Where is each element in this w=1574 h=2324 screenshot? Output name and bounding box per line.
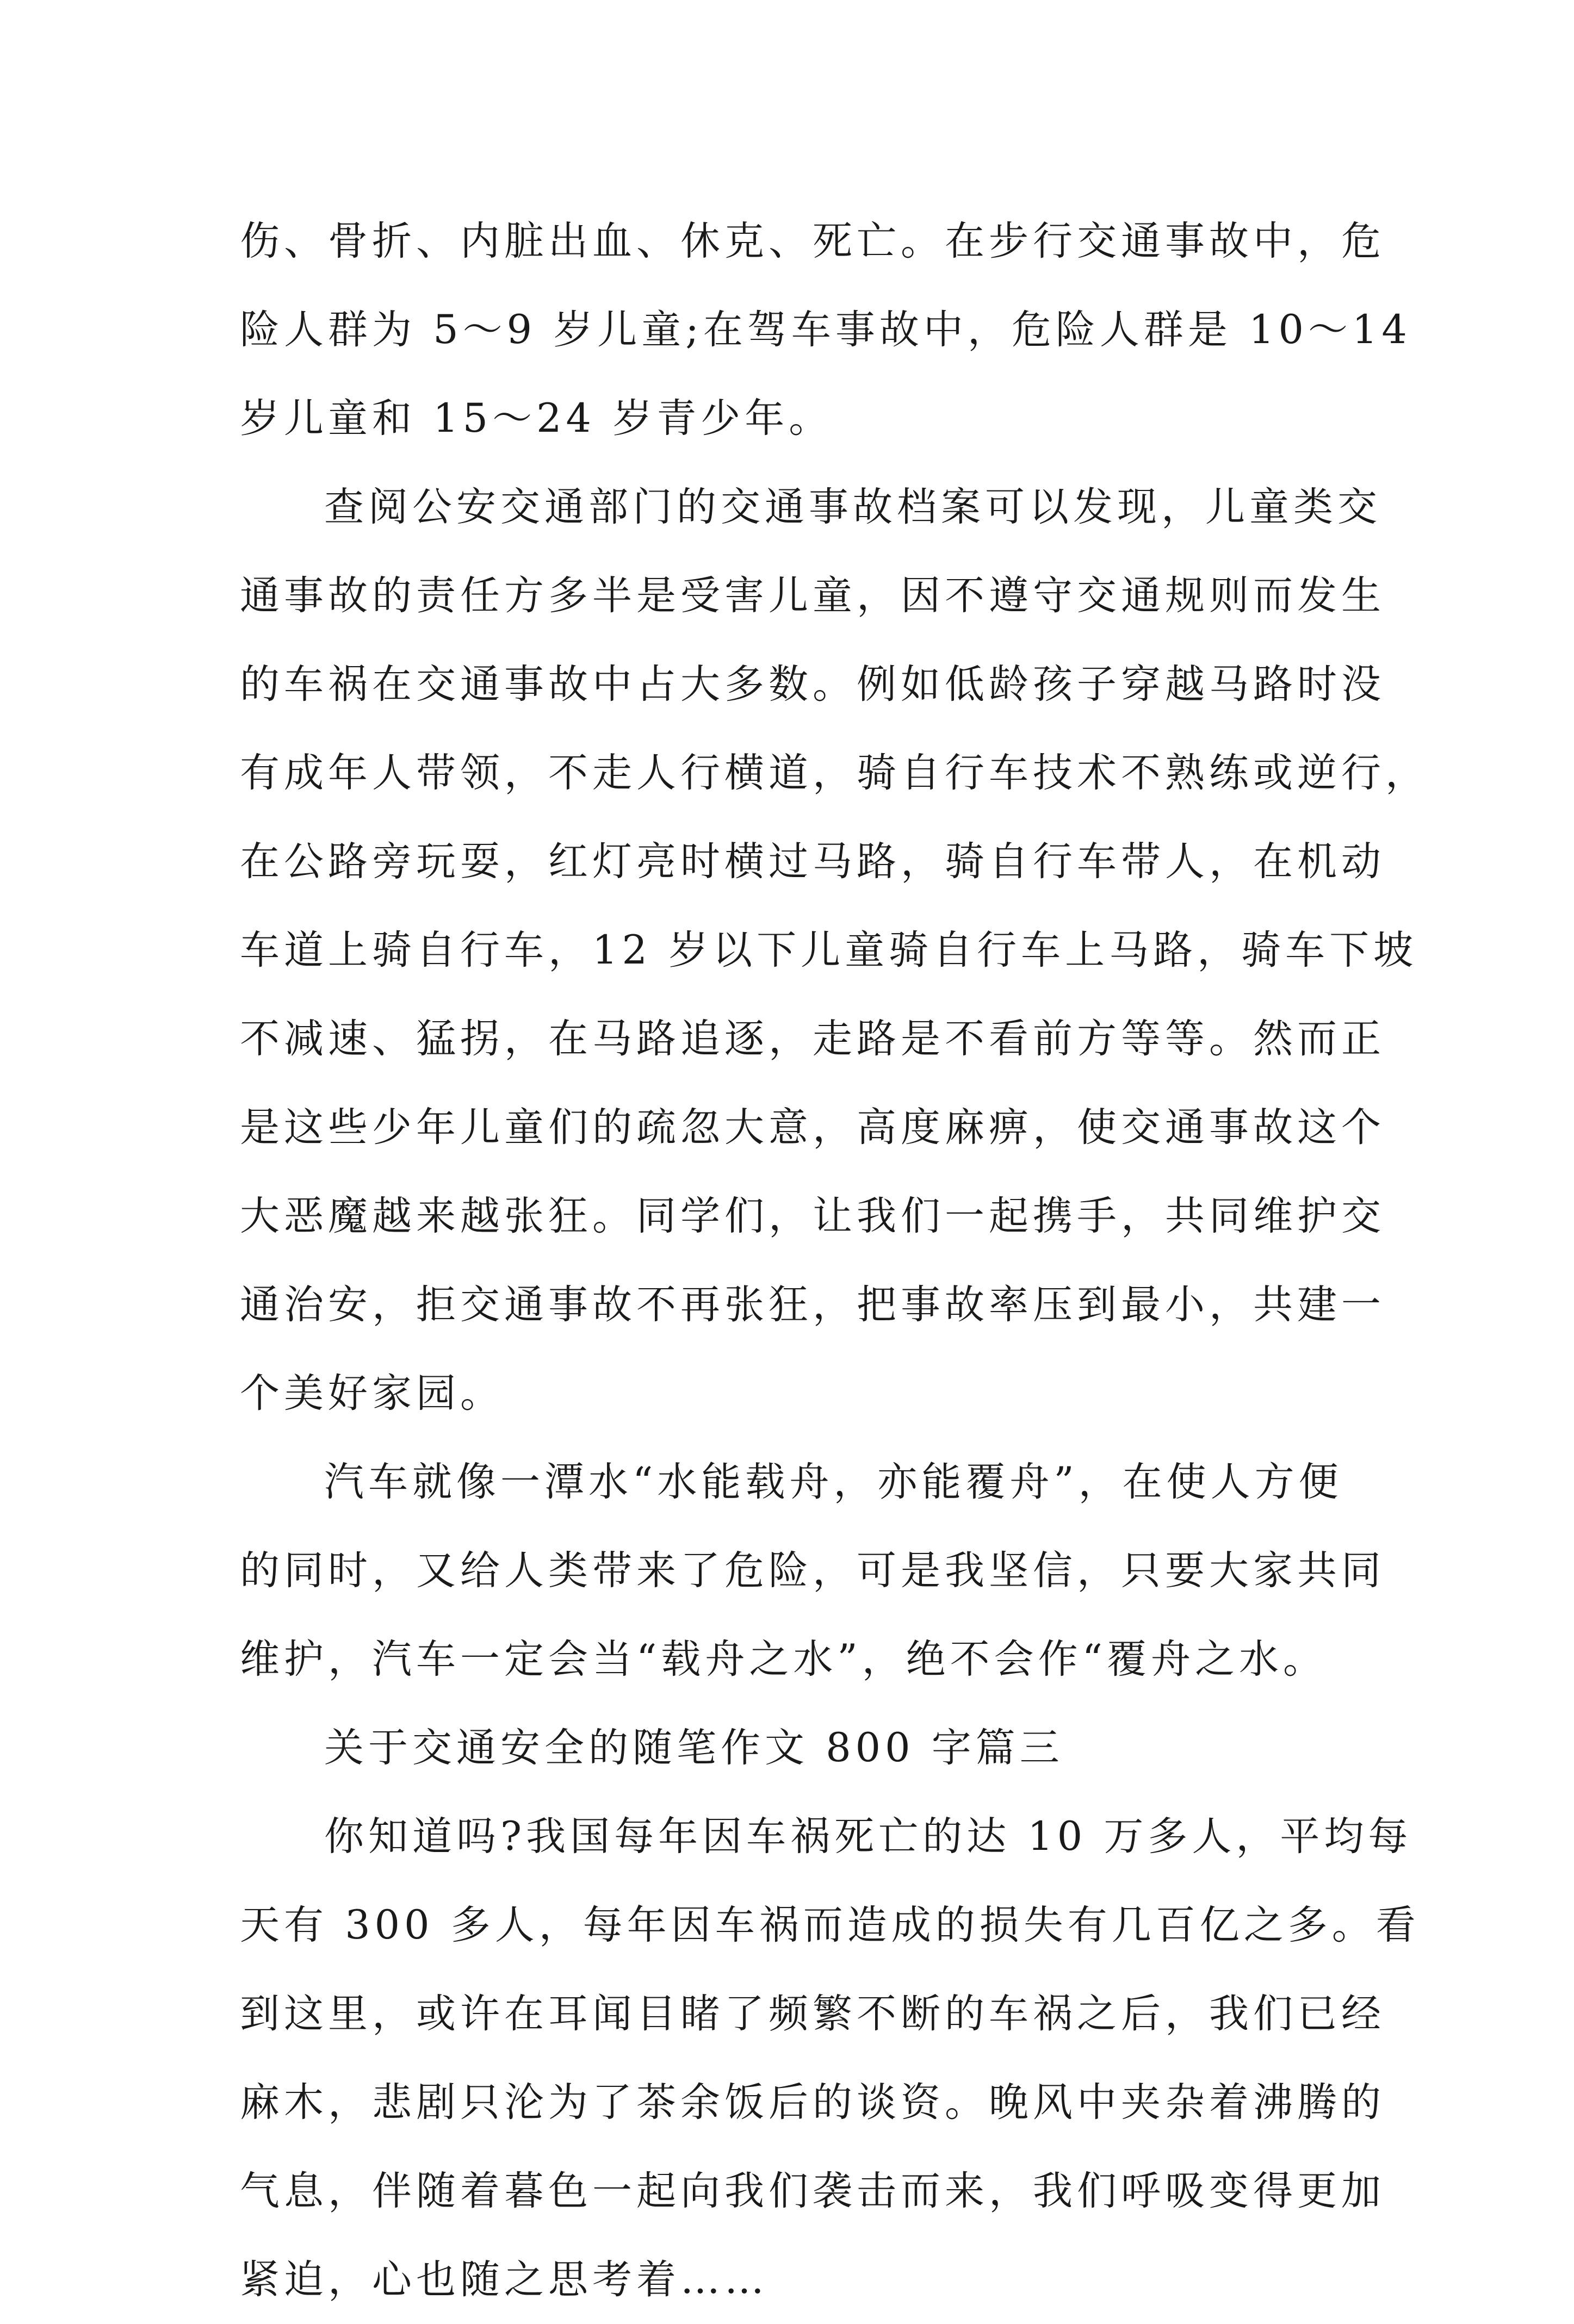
text-line: 你知道吗?我国每年因车祸死亡的达 10 万多人，平均每 — [324, 1813, 1412, 1860]
text-line: 伤、骨折、内脏出血、休克、死亡。在步行交通事故中，危 — [240, 218, 1385, 264]
section-heading: 关于交通安全的随笔作文 800 字篇三 — [324, 1725, 1064, 1771]
text-line: 麻木，悲剧只沦为了茶余饭后的谈资。晚风中夹杂着沸腾的 — [240, 2079, 1385, 2126]
text-line: 的车祸在交通事故中占大多数。例如低龄孩子穿越马路时没 — [240, 661, 1385, 707]
text-line: 通事故的责任方多半是受害儿童，因不遵守交通规则而发生 — [240, 573, 1385, 619]
text-line: 险人群为 5～9 岁儿童;在驾车事故中，危险人群是 10～14 — [240, 307, 1411, 353]
text-line: 个美好家园。 — [240, 1370, 504, 1416]
text-line: 天有 300 多人，每年因车祸而造成的损失有几百亿之多。看 — [240, 1902, 1420, 1948]
text-line: 大恶魔越来越张狂。同学们，让我们一起携手，共同维护交 — [240, 1193, 1385, 1239]
text-line: 汽车就像一潭水“水能载舟，亦能覆舟”，在使人方便 — [324, 1459, 1343, 1505]
text-line: 到这里，或许在耳闻目睹了频繁不断的车祸之后，我们已经 — [240, 1991, 1385, 2037]
text-line: 查阅公安交通部门的交通事故档案可以发现，儿童类交 — [324, 484, 1381, 530]
text-line: 是这些少年儿童们的疏忽大意，高度麻痹，使交通事故这个 — [240, 1104, 1385, 1151]
text-line: 气息，伴随着暮色一起向我们袭击而来，我们呼吸变得更加 — [240, 2168, 1385, 2214]
text-line: 有成年人带领，不走人行横道，骑自行车技术不熟练或逆行， — [240, 750, 1429, 796]
text-line: 在公路旁玩耍，红灯亮时横过马路，骑自行车带人，在机动 — [240, 838, 1385, 885]
text-line: 通治安，拒交通事故不再张狂，把事故率压到最小，共建一 — [240, 1282, 1385, 1328]
text-line: 紧迫，心也随之思考着…… — [240, 2257, 769, 2303]
text-line: 的同时，又给人类带来了危险，可是我坚信，只要大家共同 — [240, 1548, 1385, 1594]
text-line: 岁儿童和 15～24 岁青少年。 — [240, 395, 833, 442]
text-line: 车道上骑自行车，12 岁以下儿童骑自行车上马路，骑车下坡 — [240, 927, 1418, 973]
body-text — [240, 197, 1429, 2324]
text-line: 不减速、猛拐，在马路追逐，走路是不看前方等等。然而正 — [240, 1016, 1385, 1062]
text-line: 维护，汽车一定会当“载舟之水”，绝不会作“覆舟之水。 — [240, 1636, 1327, 1682]
